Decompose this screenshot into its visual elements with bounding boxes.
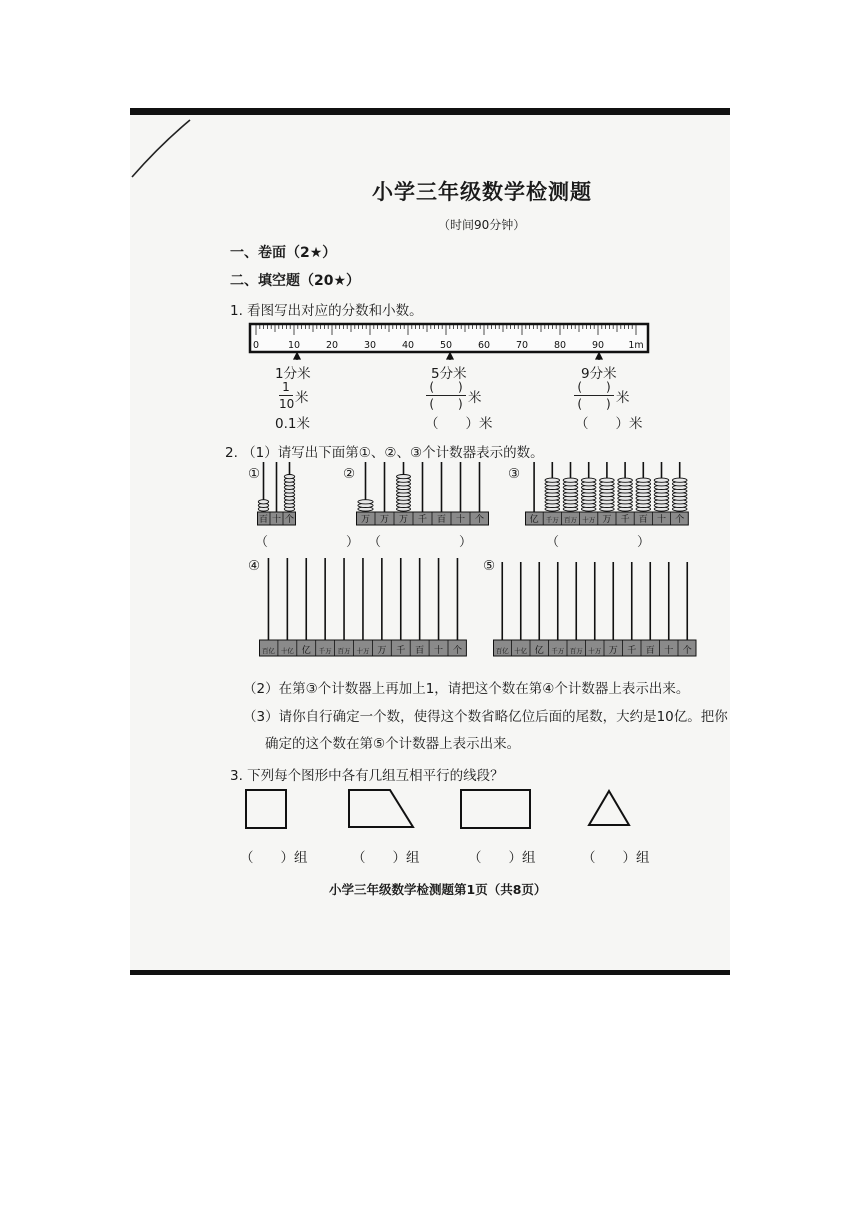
abacus-place-label: 十亿 xyxy=(280,647,294,655)
marker-counter-3: ③ xyxy=(508,466,521,482)
decimal-one-tenth: 0.1米 xyxy=(275,416,310,432)
denominator-blank[interactable]: ( ) xyxy=(577,397,611,411)
question-2-part-2: （2）在第③个计数器上再加上1，请把这个数在第④个计数器上表示出来。 xyxy=(243,681,690,697)
marker-counter-5: ⑤ xyxy=(483,558,496,574)
bottom-rule xyxy=(130,970,730,975)
question-2-part-3-line-1: （3）请你自行确定一个数，使得这个数省略亿位后面的尾数，大约是10亿。把你 xyxy=(243,709,728,725)
abacus-place-label: 十万 xyxy=(588,647,602,655)
abacus-place-label: 十亿 xyxy=(514,647,528,655)
abacus-place-label: 千万 xyxy=(551,647,565,655)
abacus-place-label: 个 xyxy=(474,515,485,525)
abacus-place-label: 千 xyxy=(417,515,428,525)
fraction-unit-3: 米 xyxy=(616,390,630,406)
abacus-place-label: 百万 xyxy=(337,647,351,655)
abacus-place-label: 百亿 xyxy=(261,647,275,655)
question-2-part-1: 2. （1）请写出下面第①、②、③个计数器表示的数。 xyxy=(225,445,544,461)
ruler-tick-label: 80 xyxy=(553,340,567,351)
pen-stroke-mark xyxy=(130,115,200,185)
abacus-bead xyxy=(258,500,268,504)
answer-rectangle[interactable]: （ ）组 xyxy=(468,850,536,866)
abacus-place-label: 百 xyxy=(258,515,269,525)
abacus-place-label: 亿 xyxy=(301,646,311,656)
section-2-heading: 二、填空题（20★） xyxy=(230,273,361,289)
marker-counter-2: ② xyxy=(343,466,356,482)
fraction-blank-9dm[interactable] xyxy=(574,380,614,411)
ruler-tick-label: 90 xyxy=(591,340,605,351)
fraction-unit-2: 米 xyxy=(468,390,482,406)
triangle-shape xyxy=(589,791,629,825)
decimal-blank-9dm[interactable]: （ ）米 xyxy=(575,416,643,432)
abacus-place-label: 个 xyxy=(675,515,685,525)
abacus-place-label: 千 xyxy=(396,646,406,656)
abacus-bead xyxy=(358,500,373,504)
abacus-place-label: 千万 xyxy=(545,516,559,524)
abacus-place-label: 亿 xyxy=(534,646,544,656)
abacus-bead xyxy=(284,475,294,479)
answer-square[interactable]: （ ）组 xyxy=(240,850,308,866)
question-2-part-3-line-2: 确定的这个数在第⑤个计数器上表示出来。 xyxy=(265,736,521,752)
abacus-place-label: 万 xyxy=(608,646,618,656)
ruler-tick-label: 20 xyxy=(325,340,339,351)
abacus-place-label: 万 xyxy=(602,515,612,525)
question-1: 1. 看图写出对应的分数和小数。 xyxy=(230,303,423,319)
numerator-blank[interactable]: ( ) xyxy=(429,380,463,394)
abacus-place-label: 十万 xyxy=(582,516,596,524)
abacus-place-label: 百万 xyxy=(564,516,577,524)
ruler-tick-label: 40 xyxy=(401,340,415,351)
abacus-place-label: 万 xyxy=(377,646,387,656)
abacus-counter-1 xyxy=(257,460,297,530)
abacus-bead xyxy=(654,478,669,482)
section-1-heading: 一、卷面（2★） xyxy=(230,245,337,261)
abacus-place-label: 十 xyxy=(664,646,674,656)
square-shape xyxy=(246,790,286,828)
abacus-bead xyxy=(672,478,687,482)
abacus-place-label: 十万 xyxy=(356,647,370,655)
abacus-place-label: 千万 xyxy=(318,647,332,655)
marker-counter-4: ④ xyxy=(248,558,261,574)
answer-blank-counter-2[interactable]: （ ） xyxy=(368,535,473,550)
top-rule xyxy=(130,108,730,115)
marker-counter-1: ① xyxy=(248,466,261,482)
abacus-counter-5[interactable] xyxy=(493,556,697,660)
abacus-counter-3 xyxy=(525,460,689,530)
abacus-place-label: 百亿 xyxy=(495,647,509,655)
decimal-blank-5dm[interactable]: （ ）米 xyxy=(425,416,493,432)
abacus-place-label: 千 xyxy=(620,515,630,525)
denominator-blank[interactable]: ( ) xyxy=(429,397,463,411)
abacus-place-label: 十 xyxy=(271,515,282,525)
abacus-bead xyxy=(600,478,615,482)
abacus-place-label: 十 xyxy=(455,515,466,525)
fraction-denominator: 10 xyxy=(279,397,295,411)
abacus-place-label: 千 xyxy=(627,646,637,656)
abacus-place-label: 十 xyxy=(656,515,667,525)
page-footer: 小学三年级数学检测题第1页（共8页） xyxy=(329,882,547,897)
abacus-place-label: 个 xyxy=(682,646,692,656)
ruler-tick-label: 1m xyxy=(628,340,644,351)
page-title: 小学三年级数学检测题 xyxy=(372,180,592,204)
ruler-tick-label: 10 xyxy=(287,340,301,351)
ruler-tick-label: 50 xyxy=(439,340,453,351)
ruler-tick-label: 70 xyxy=(515,340,529,351)
abacus-place-label: 万 xyxy=(379,515,390,525)
ruler-tick-label: 0 xyxy=(252,340,260,351)
label-9dm: 9分米 xyxy=(581,366,617,382)
answer-triangle[interactable]: （ ）组 xyxy=(582,850,650,866)
abacus-counter-4[interactable] xyxy=(259,556,467,660)
fraction-one-tenth xyxy=(279,380,293,411)
ruler-tick-label: 30 xyxy=(363,340,377,351)
fraction-numerator: 1 xyxy=(282,380,290,394)
answer-blank-counter-1[interactable]: （ ） xyxy=(255,535,360,550)
abacus-place-label: 亿 xyxy=(529,515,539,525)
abacus-place-label: 百 xyxy=(436,515,447,525)
abacus-place-label: 百万 xyxy=(569,647,583,655)
abacus-bead xyxy=(581,478,596,482)
ruler-tick-label: 60 xyxy=(477,340,491,351)
abacus-place-label: 十 xyxy=(434,646,444,656)
question-3: 3. 下列每个图形中各有几组互相平行的线段？ xyxy=(230,768,504,784)
abacus-counter-2 xyxy=(356,460,490,530)
fraction-blank-5dm[interactable] xyxy=(426,380,466,411)
label-5dm: 5分米 xyxy=(431,366,467,382)
abacus-bead xyxy=(563,478,578,482)
abacus-bead xyxy=(618,478,633,482)
abacus-place-label: 个 xyxy=(452,646,462,656)
abacus-place-label: 万 xyxy=(360,515,371,525)
abacus-bead xyxy=(636,478,651,482)
fraction-unit-1: 米 xyxy=(295,390,309,406)
trapezoid-shape xyxy=(349,790,413,827)
numerator-blank[interactable]: ( ) xyxy=(577,380,611,394)
label-1dm: 1分米 xyxy=(275,366,311,382)
abacus-bead xyxy=(397,475,411,479)
abacus-place-label: 百 xyxy=(645,646,655,656)
abacus-place-label: 百 xyxy=(638,515,648,525)
abacus-place-label: 百 xyxy=(415,646,425,656)
answer-blank-counter-3[interactable]: （ ） xyxy=(546,535,651,550)
abacus-place-label: 万 xyxy=(398,515,409,525)
time-note: （时间90分钟） xyxy=(438,218,526,232)
shapes-figure xyxy=(240,785,660,835)
abacus-bead xyxy=(545,478,560,482)
abacus-place-label: 个 xyxy=(284,515,295,525)
answer-trapezoid[interactable]: （ ）组 xyxy=(352,850,420,866)
rectangle-shape xyxy=(461,790,530,828)
